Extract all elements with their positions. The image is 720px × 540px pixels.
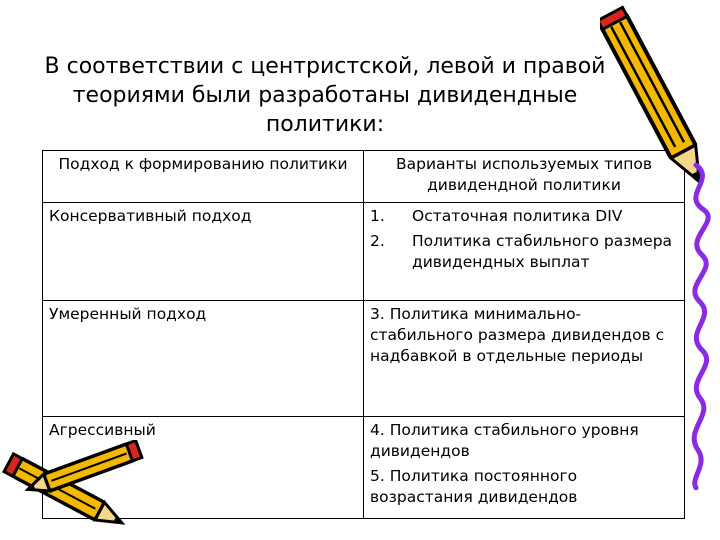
policy-item: 4. Политика стабильного уровня дивидендов	[370, 421, 639, 460]
policy-list-conservative	[364, 203, 685, 301]
slide-title: В соответствии с центристской, левой и правой теориями были разработаны дивидендные политики:	[44, 54, 606, 137]
list-item: 2. Политика стабильного размера дивидендных выплат	[370, 232, 673, 271]
table-header-row	[43, 151, 685, 203]
list-item: 1. Остаточная политика DIV	[370, 207, 623, 225]
header-policy-types: Варианты используемых типов дивидендной политики	[364, 151, 685, 203]
policy-item: 3. Политика минимально-стабильного размера дивидендов с надбавкой в отдельные периоды	[370, 305, 665, 365]
approach-moderate: Умеренный подход	[43, 301, 364, 417]
policy-aggressive	[364, 417, 685, 519]
approach-conservative: Консервативный подход	[43, 203, 364, 301]
table-row	[43, 203, 685, 301]
header-approach: Подход к формированию политики	[43, 151, 364, 203]
pencils-clipart-left	[0, 440, 150, 540]
scribble-decoration	[676, 160, 720, 490]
table-row	[43, 301, 685, 417]
approach-aggressive: Агрессивный	[43, 417, 364, 519]
policy-moderate	[364, 301, 685, 417]
policy-item: 5. Политика постоянного возрастания дивидендов	[370, 467, 578, 506]
